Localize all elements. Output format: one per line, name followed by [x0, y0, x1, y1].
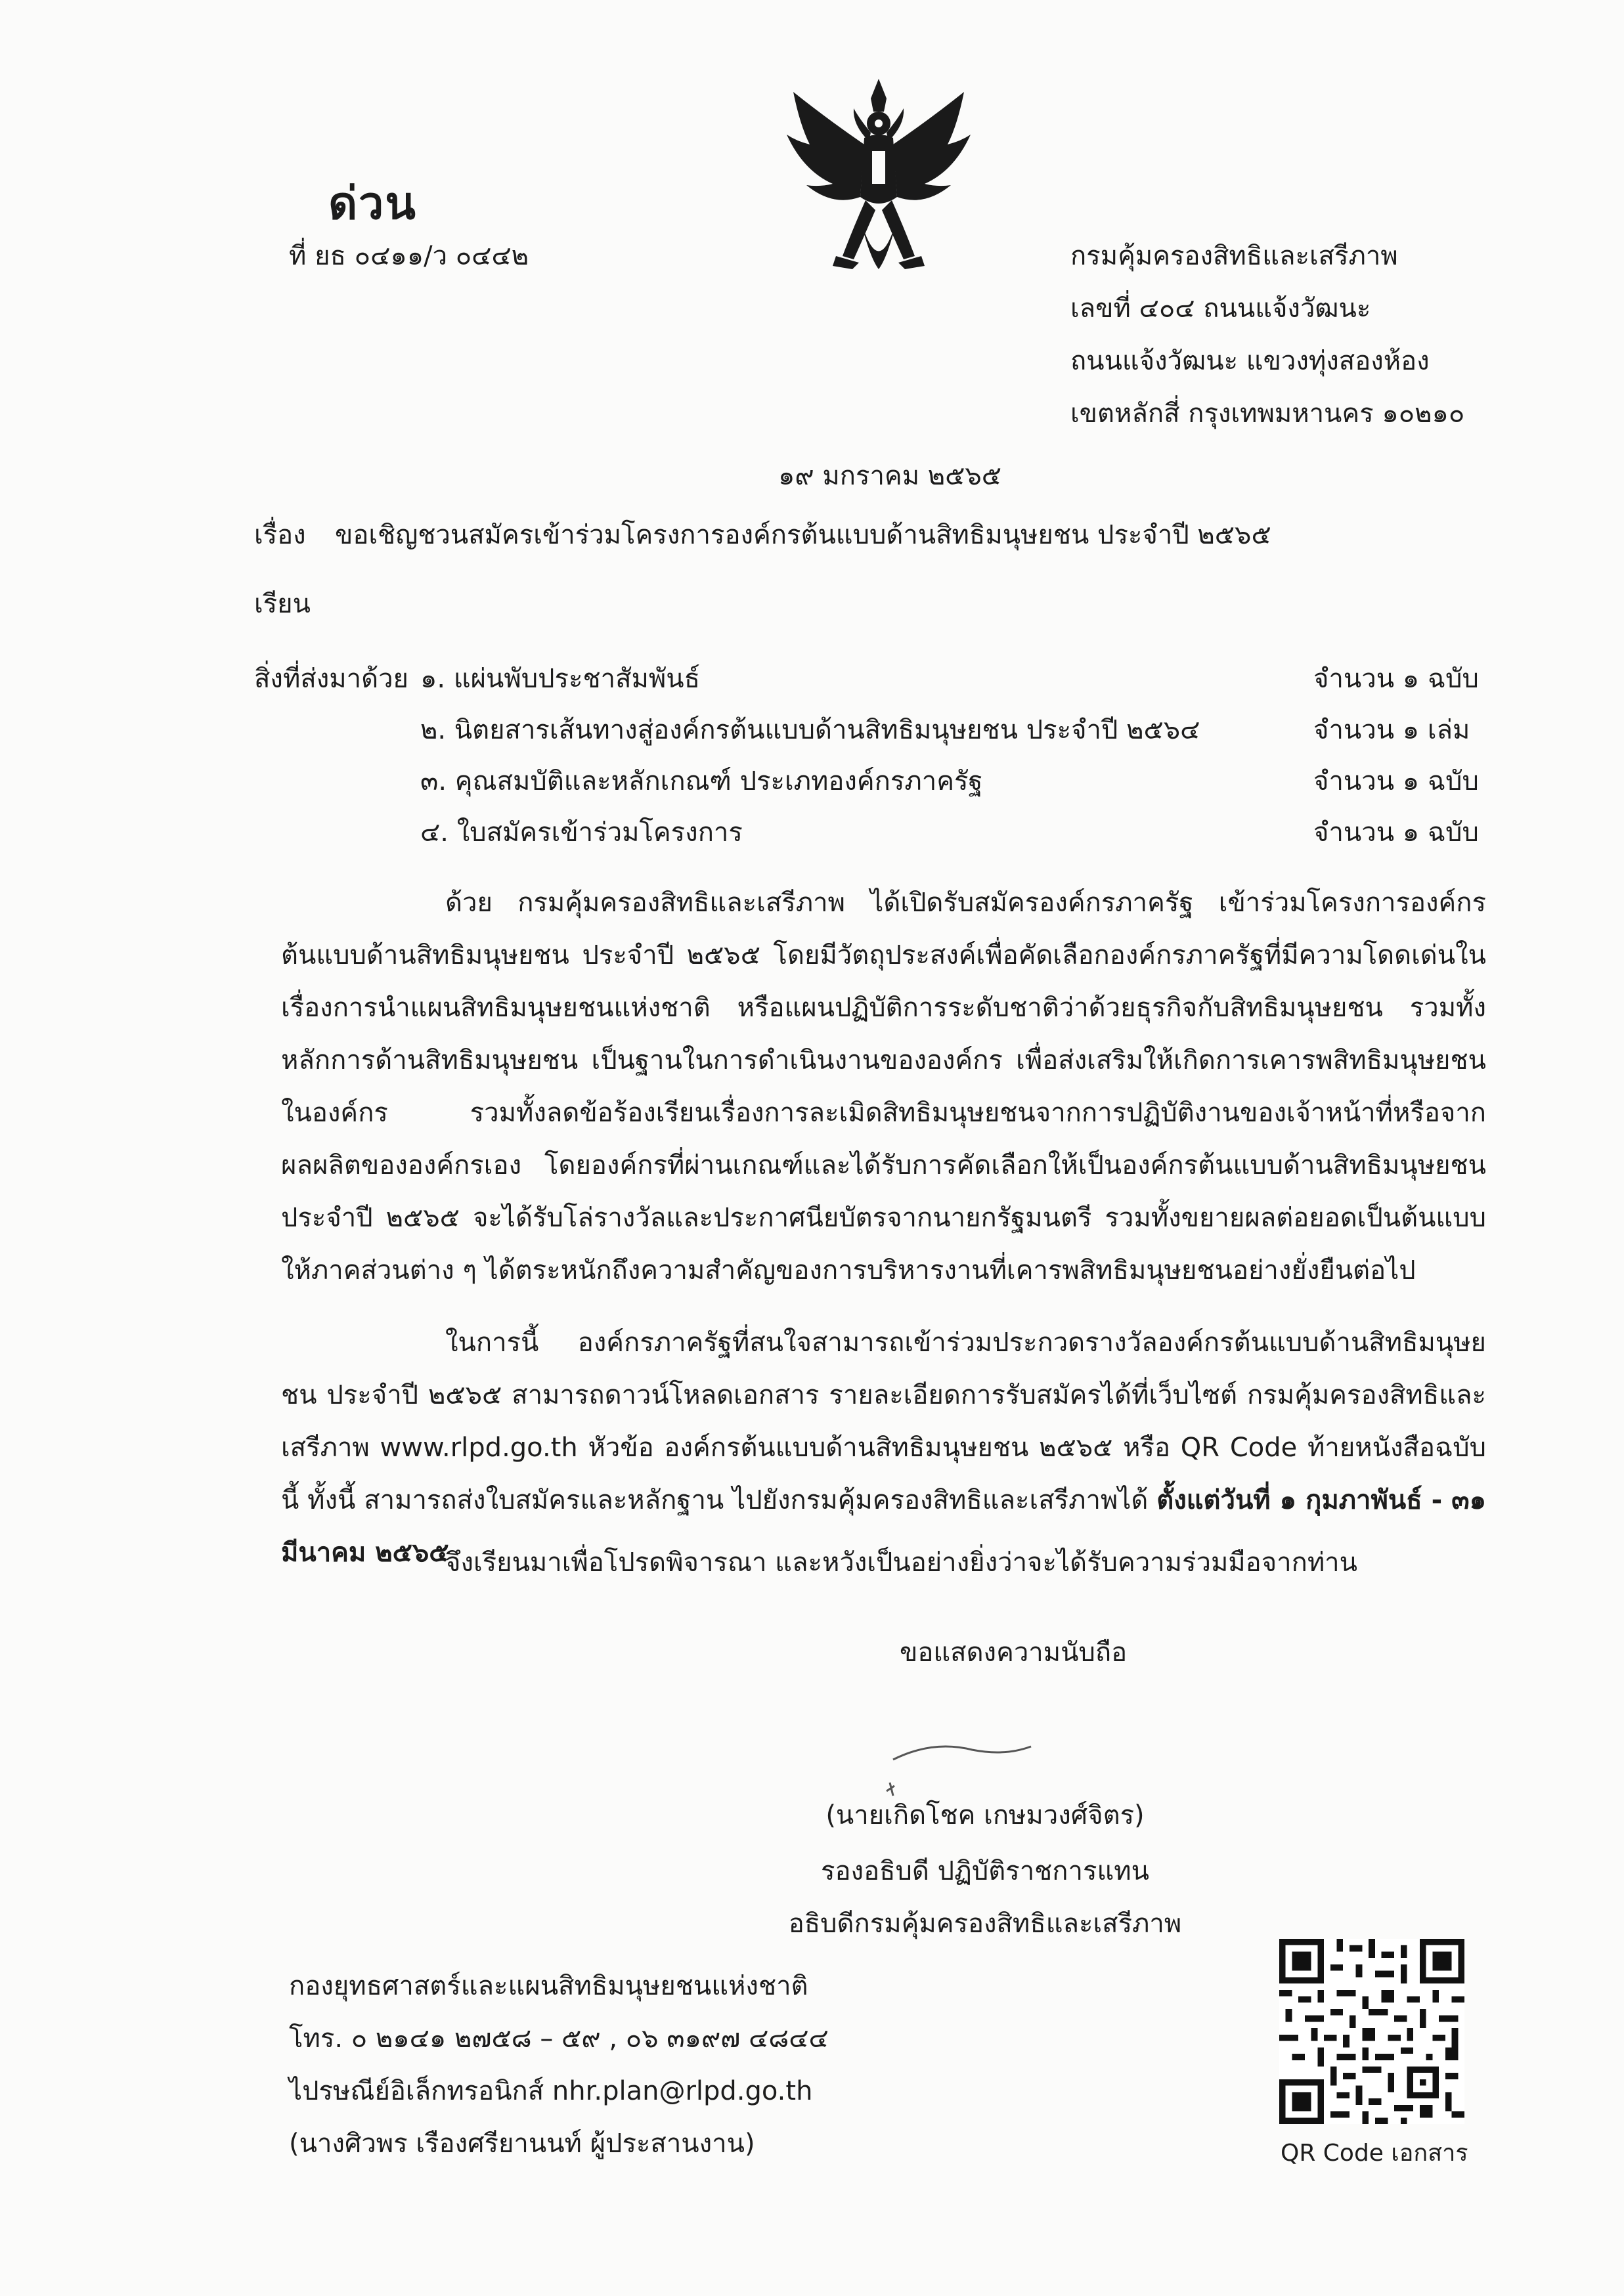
attachments-label: สิ่งที่ส่งมาด้วย — [254, 664, 408, 694]
urgent-stamp: ด่วน — [328, 178, 417, 230]
contact-office: กองยุทธศาสตร์และแผนสิทธิมนุษยชนแห่งชาติ — [289, 1971, 808, 2001]
qr-caption: QR Code เอกสาร — [1281, 2140, 1468, 2167]
document-number: ที่ ยธ ๐๔๑๑/ว ๐๔๔๒ — [289, 241, 529, 271]
contact-email[interactable]: ไปรษณีย์อิเล็กทรอนิกส์ nhr.plan@rlpd.go.th — [289, 2076, 813, 2106]
signatory-position: รองอธิบดี ปฏิบัติราชการแทน — [821, 1856, 1149, 1886]
contact-phone: โทร. ๐ ๒๑๔๑ ๒๗๕๘ – ๕๙ , ๐๖ ๓๑๙๗ ๔๘๔๔ — [289, 2024, 829, 2054]
garuda-emblem-icon — [780, 72, 977, 289]
contact-coordinator: (นางศิวพร เรืองศรียานนท์ ผู้ประสานงาน) — [289, 2129, 755, 2159]
signatory-position: อธิบดีกรมคุ้มครองสิทธิและเสรีภาพ — [788, 1909, 1182, 1939]
application-period: ตั้งแต่วันที่ ๑ กุมภาพันธ์ - ๓๑ มีนาคม ๒๕๖๕ — [281, 1485, 1487, 1568]
body-paragraph-3-text: จึงเรียนมาเพื่อโปรดพิจารณา และหวังเป็นอย่างยิ่งว่าจะได้รับความร่วมมือจากท่าน — [445, 1548, 1357, 1578]
attachment-quantity: จำนวน ๑ เล่ม — [1313, 715, 1470, 745]
attachment-quantity: จำนวน ๑ ฉบับ — [1313, 664, 1479, 694]
qr-code-icon[interactable] — [1279, 1939, 1464, 2124]
attachment-item: ๔. ใบสมัครเข้าร่วมโครงการ — [420, 817, 743, 848]
attachment-quantity: จำนวน ๑ ฉบับ — [1313, 817, 1479, 848]
attachment-item: ๑. แผ่นพับประชาสัมพันธ์ — [420, 664, 701, 694]
sender-address-line: ถนนแจ้งวัฒนะ แขวงทุ่งสองห้อง — [1070, 346, 1430, 376]
handwritten-signature — [854, 1720, 1064, 1799]
salutation-label: เรียน — [254, 589, 311, 619]
subject-text: ขอเชิญชวนสมัครเข้าร่วมโครงการองค์กรต้นแบบด้านสิทธิมนุษยชน ประจำปี ๒๕๖๕ — [335, 520, 1271, 550]
attachment-quantity: จำนวน ๑ ฉบับ — [1313, 766, 1479, 796]
body-paragraph-2-text: ในการนี้ องค์กรภาครัฐที่สนใจสามารถเข้าร่วมประกวดรางวัลองค์กรต้นแบบด้านสิทธิมนุษยชน ประจำปี ๒๕๖๕ สามารถดาวน์โหลดเอกสาร รายละเอียดการรับสมัครได้ที่เว็บไซต์ กรมคุ้มครองสิทธิและเสรีภาพ www.rlpd.go.th หัวข้อ องค์กรต้นแบบด้านสิทธิมนุษยชน ๒๕๖๕ หรือ QR Code ท้ายหนังสือฉบับนี้ ทั้งนี้ สามารถส่งใบสมัครและหลักฐาน ไปยังกรมคุ้มครองสิทธิและเสรีภาพได้ — [281, 1328, 1486, 1515]
letter-date: ๑๙ มกราคม ๒๕๖๕ — [778, 461, 1002, 491]
body-paragraph-1-text: ด้วย กรมคุ้มครองสิทธิและเสรีภาพ ได้เปิดรับสมัครองค์กรภาครัฐ เข้าร่วมโครงการองค์กรต้นแบบด้านสิทธิมนุษยชน ประจำปี ๒๕๖๕ โดยมีวัตถุประสงค์เพื่อคัดเลือกองค์กรภาครัฐที่มีความโดดเด่นในเรื่องการนำแผนสิทธิมนุษยชนแห่งชาติ หรือแผนปฏิบัติการระดับชาติว่าด้วยธุรกิจกับสิทธิมนุษยชน รวมทั้งหลักการด้านสิทธิมนุษยชน เป็นฐานในการดำเนินงานขององค์กร เพื่อส่งเสริมให้เกิดการเคารพสิทธิมนุษยชนในองค์กร รวมทั้งลดข้อร้องเรียนเรื่องการละเมิดสิทธิมนุษยชนจากการปฏิบัติงานของเจ้าหน้าที่หรือจากผลผลิตขององค์กรเอง โดยองค์กรที่ผ่านเกณฑ์และได้รับการคัดเลือกให้เป็นองค์กรต้นแบบด้านสิทธิมนุษยชน ประจำปี ๒๕๖๕ จะได้รับโล่รางวัลและประกาศนียบัตรจากนายกรัฐมนตรี รวมทั้งขยายผลต่อยอดเป็นต้นแบบให้ภาคส่วนต่าง ๆ ได้ตระหนักถึงความสำคัญของการบริหารงานที่เคารพสิทธิมนุษยชนอย่างยั่งยืนต่อไป — [281, 888, 1486, 1286]
body-paragraph-3 — [281, 1536, 1486, 1589]
subject-label: เรื่อง — [254, 520, 306, 550]
sender-address-line: เลขที่ ๔๐๔ ถนนแจ้งวัฒนะ — [1070, 293, 1371, 324]
attachment-item: ๓. คุณสมบัติและหลักเกณฑ์ ประเภทองค์กรภาครัฐ — [420, 766, 983, 796]
sender-address-line: กรมคุ้มครองสิทธิและเสรีภาพ — [1070, 241, 1398, 271]
body-paragraph-1 — [281, 877, 1486, 1297]
sender-address-line: เขตหลักสี่ กรุงเทพมหานคร ๑๐๒๑๐ — [1070, 399, 1465, 429]
attachment-item: ๒. นิตยสารเส้นทางสู่องค์กรต้นแบบด้านสิทธิมนุษยชน ประจำปี ๒๕๖๔ — [420, 715, 1200, 745]
signatory-name: (นายเกิดโชค เกษมวงศ์จิตร) — [825, 1800, 1145, 1830]
closing-phrase: ขอแสดงความนับถือ — [900, 1637, 1128, 1668]
